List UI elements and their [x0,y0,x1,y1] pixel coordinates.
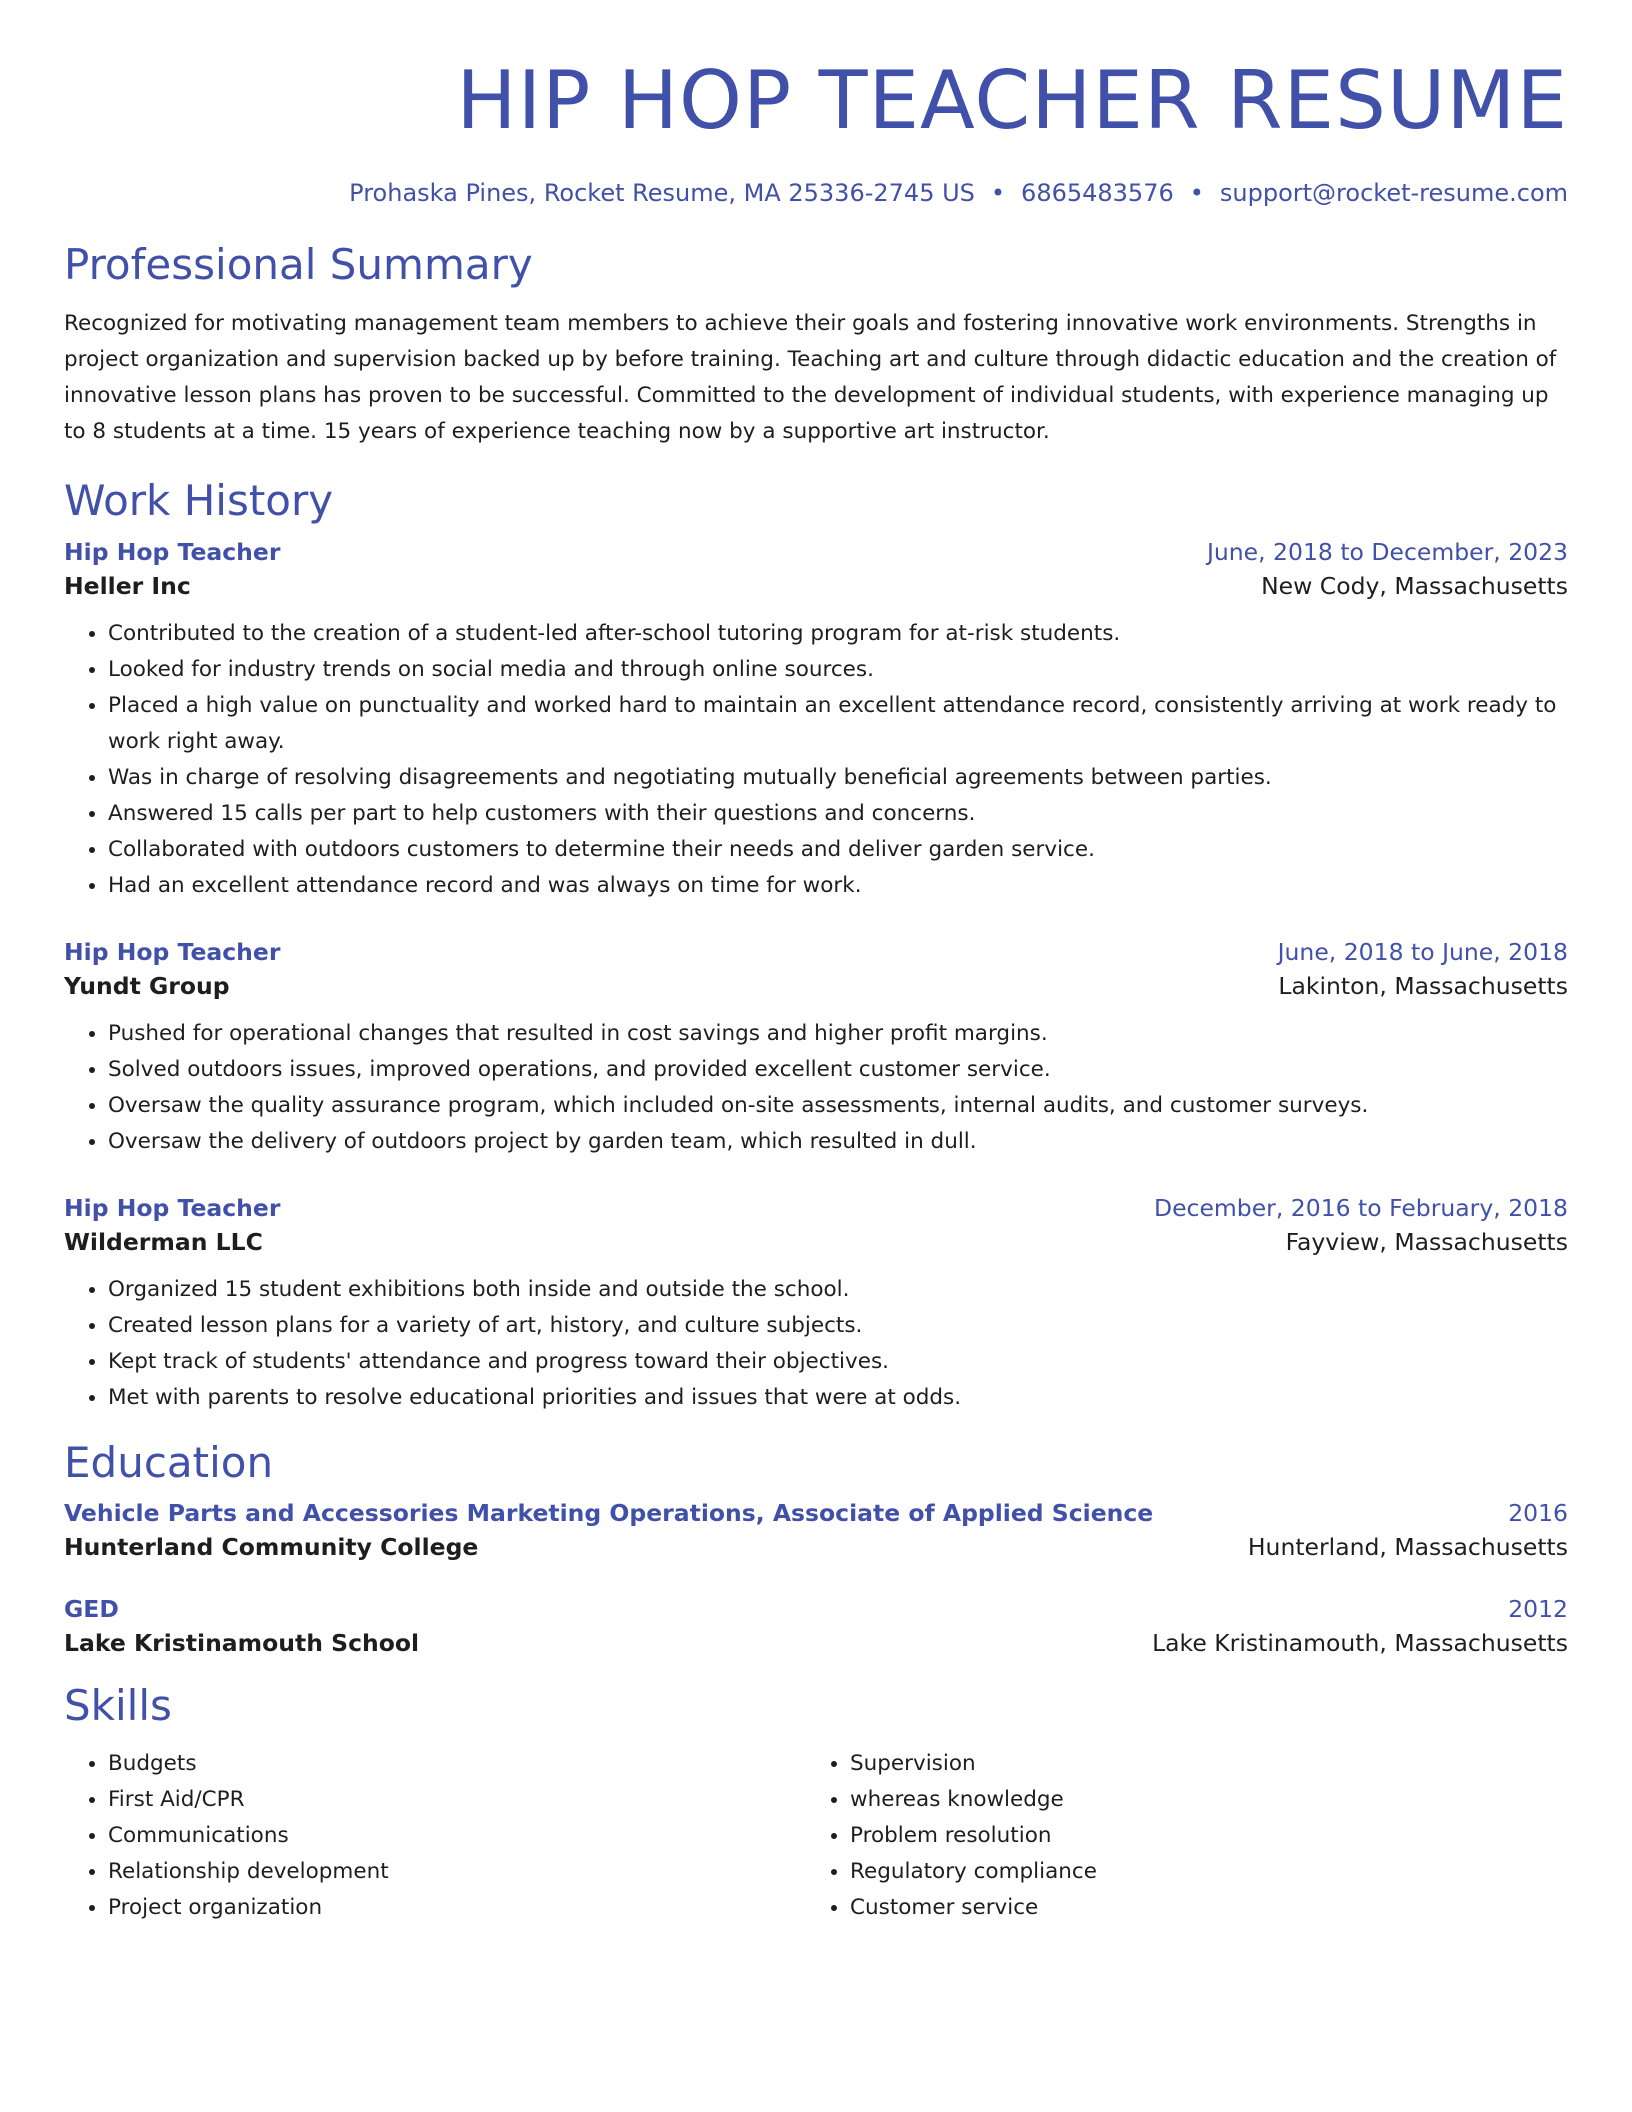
job-title: Hip Hop Teacher [64,1193,281,1222]
job-subheader [64,1228,1568,1256]
job-bullet: • Looked for industry trends on social media and through online sources. [108,652,1568,688]
job-bullets [64,1272,1568,1416]
job-bullet: • Contributed to the creation of a student-led after-school tutoring program for at-risk students. [108,616,1568,652]
job-header [64,538,1568,566]
job-bullet: • Organized 15 student exhibitions both inside and outside the school. [108,1272,1568,1308]
job-bullet: • Oversaw the quality assurance program, which included on-site assessments, internal audits, and customer surveys. [108,1088,1568,1124]
job-location: Fayview, Massachusetts [1285,1227,1568,1256]
job-subheader [64,972,1568,1000]
skill-item: • Supervision [850,1746,1548,1782]
skill-item: • Customer service [850,1890,1548,1926]
skills-section [64,1681,1568,1925]
job-company: Wilderman LLC [64,1227,263,1256]
education-location: Hunterland, Massachusetts [1247,1533,1568,1562]
job-company: Heller Inc [64,571,191,600]
job-bullet: • Had an excellent attendance record and was always on time for work. [108,868,1568,904]
contact-separator: • [1189,179,1204,207]
education-entry [64,1499,1568,1561]
job-bullet: • Oversaw the delivery of outdoors project by garden team, which resulted in dull. [108,1124,1568,1160]
skill-item: • Budgets [108,1746,806,1782]
job-bullets [64,616,1568,904]
job-dates: June, 2018 to December, 2023 [1206,537,1568,566]
job-bullet: • Pushed for operational changes that resulted in cost savings and higher profit margins. [108,1016,1568,1052]
job-dates: June, 2018 to June, 2018 [1277,937,1568,966]
skill-item: • whereas knowledge [850,1782,1548,1818]
summary-heading: Professional Summary [64,240,533,289]
work-history-heading: Work History [64,476,334,526]
education-heading: Education [64,1437,274,1487]
skill-item: • First Aid/CPR [108,1782,806,1818]
job-entry [64,1194,1568,1416]
contact-line [64,179,1568,207]
education-school: Hunterland Community College [64,1533,479,1562]
job-bullet: • Was in charge of resolving disagreements and negotiating mutually beneficial agreements between parties. [108,760,1568,796]
skills-column-1 [64,1746,806,1926]
job-bullets [64,1016,1568,1160]
skill-item: • Problem resolution [850,1818,1548,1854]
education-header [64,1595,1568,1623]
job-location: New Cody, Massachusetts [1261,571,1568,600]
job-bullet: • Created lesson plans for a variety of art, history, and culture subjects. [108,1308,1568,1344]
job-title: Hip Hop Teacher [64,537,281,566]
education-location: Lake Kristinamouth, Massachusetts [1152,1629,1568,1658]
work-history-section [64,476,1568,1415]
job-bullet: • Met with parents to resolve educational priorities and issues that were at odds. [108,1380,1568,1416]
contact-email[interactable]: support@rocket-resume.com [1219,179,1568,207]
education-section [64,1438,1568,1657]
education-subheader [64,1533,1568,1561]
job-entry [64,538,1568,904]
skill-item: • Relationship development [108,1854,806,1890]
job-location: Lakinton, Massachusetts [1278,971,1568,1000]
skill-item: • Regulatory compliance [850,1854,1548,1890]
summary-text: Recognized for motivating management team members to achieve their goals and fostering innovative work environments. Strengths in project organization and supervision backed up by before training. Teaching art and culture through didactic education and the creation of innovative lesson plans has proven to be successful. Committed to the development of individual students, with experience managing up to 8 students at a time. 15 years of experience teaching now by a supportive art instructor. [64,311,1557,445]
contact-address: Prohaska Pines, Rocket Resume, MA 25336-2745 US [349,179,975,207]
contact-phone: 6865483576 [1021,179,1174,207]
job-bullet: • Answered 15 calls per part to help customers with their questions and concerns. [108,796,1568,832]
skills-heading: Skills [64,1681,172,1731]
resume-title: HIP HOP TEACHER RESUME [456,54,1568,147]
skills-columns [64,1746,1568,1926]
contact-separator: • [990,179,1006,207]
education-entry [64,1595,1568,1657]
education-header [64,1499,1568,1527]
job-entry [64,938,1568,1160]
job-title: Hip Hop Teacher [64,937,281,966]
job-header [64,1194,1568,1222]
education-subheader [64,1629,1568,1657]
job-company: Yundt Group [64,971,230,1000]
skill-item: • Communications [108,1818,806,1854]
skill-item: • Project organization [108,1890,806,1926]
job-bullet: • Solved outdoors issues, improved operations, and provided excellent customer service. [108,1052,1568,1088]
job-dates: December, 2016 to February, 2018 [1153,1193,1568,1222]
job-header [64,938,1568,966]
education-school: Lake Kristinamouth School [64,1629,420,1658]
job-bullet: • Kept track of students' attendance and progress toward their objectives. [108,1344,1568,1380]
job-bullet: • Collaborated with outdoors customers to determine their needs and deliver garden service. [108,832,1568,868]
job-subheader [64,572,1568,600]
education-degree: Vehicle Parts and Accessories Marketing Operations, Associate of Applied Science [64,1499,1154,1528]
education-year: 2012 [1508,1595,1568,1624]
resume-page [64,0,1568,1926]
education-year: 2016 [1508,1499,1568,1528]
job-bullet: • Placed a high value on punctuality and worked hard to maintain an excellent attendance record, consistently arriving at work ready to work right away. [108,688,1568,760]
summary-section [64,240,1568,450]
skills-column-2 [806,1746,1548,1926]
education-degree: GED [64,1595,119,1624]
